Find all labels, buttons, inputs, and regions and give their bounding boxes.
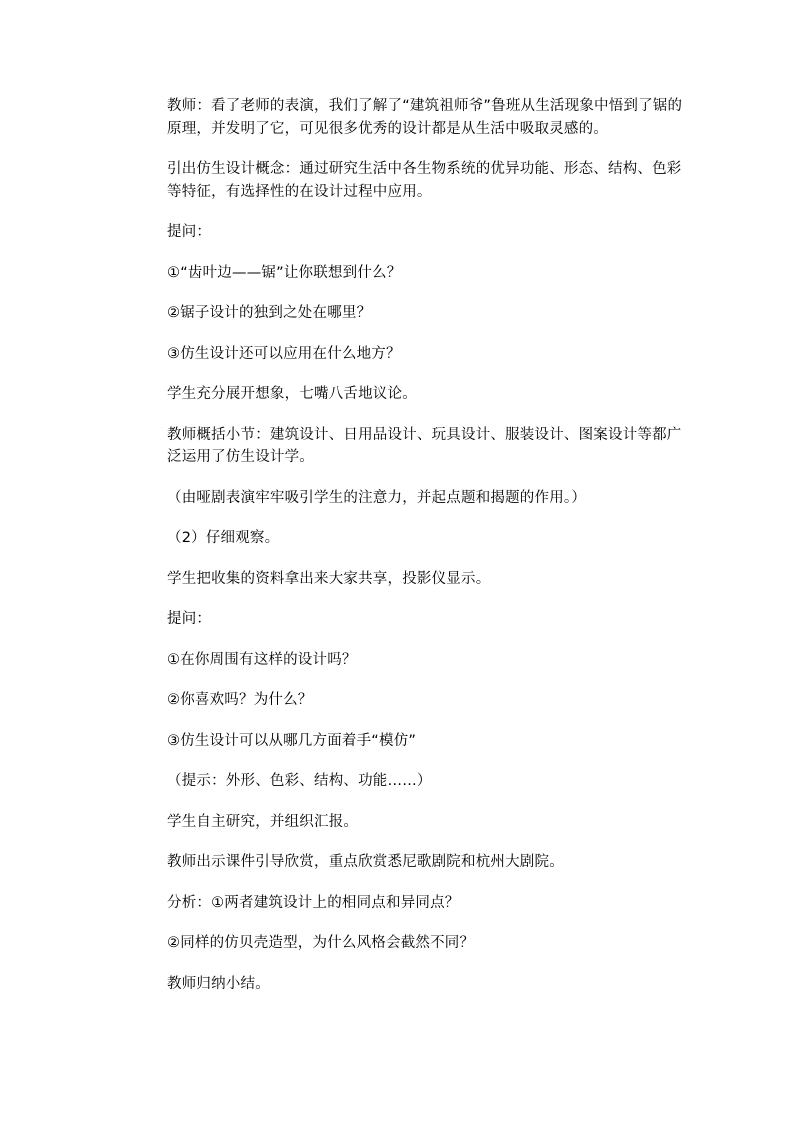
paragraph-question-heading-2: 提问： — [167, 611, 212, 627]
paragraph-note-mime: （由哑剧表演牢牢吸引学生的注意力，并起点题和揭题的作用。） — [167, 489, 587, 506]
paragraph-student-share: 学生把收集的资料拿出来大家共享，投影仪显示。 — [167, 570, 491, 587]
paragraph-student-discussion: 学生充分展开想象，七嘴八舌地议论。 — [167, 386, 417, 402]
paragraph-question-5: ②你喜欢吗？为什么？ — [167, 692, 313, 708]
paragraph-bionic-concept: 引出仿生设计概念：通过研究生活中各生物系统的优异功能、形态、结构、色彩等特征，有选择性的在设计过程中应用。 — [167, 161, 682, 200]
paragraph-teacher-conclusion: 教师归纳小结。 — [167, 975, 270, 992]
document-body — [167, 95, 687, 1013]
paragraph-question-2: ②锯子设计的独到之处在哪里？ — [167, 305, 372, 321]
paragraph-question-3: ③仿生设计还可以应用在什么地方？ — [167, 345, 401, 362]
paragraph-analysis: 分析：①两者建筑设计上的相同点和异同点？ — [167, 894, 460, 911]
paragraph-question-6: ③仿生设计可以从哪几方面着手“模仿” — [167, 732, 417, 749]
paragraph-teacher-courseware: 教师出示课件引导欣赏，重点欣赏悉尼歌剧院和杭州大剧院。 — [167, 854, 564, 870]
paragraph-hint: （提示：外形、色彩、结构、功能……） — [167, 773, 432, 789]
paragraph-question-heading: 提问： — [167, 224, 212, 240]
paragraph-section-observe: （2）仔细观察。 — [167, 530, 280, 546]
paragraph-student-report: 学生自主研究，并组织汇报。 — [167, 813, 359, 830]
paragraph-question-1: ①“齿叶边——锯”让你联想到什么？ — [167, 264, 402, 281]
paragraph-teacher-summary: 教师概括小节：建筑设计、日用品设计、玩具设计、服装设计、图案设计等都广泛运用了仿生设计学。 — [167, 426, 682, 465]
paragraph-teacher-intro: 教师：看了老师的表演，我们了解了“建筑祖师爷”鲁班从生活现象中悟到了锯的原理，并发明了它，可见很多优秀的设计都是从生活中吸取灵感的。 — [167, 98, 683, 137]
paragraph-analysis-2: ②同样的仿贝壳造型，为什么风格会截然不同？ — [167, 935, 475, 951]
paragraph-question-4: ①在你周围有这样的设计吗？ — [167, 651, 357, 668]
